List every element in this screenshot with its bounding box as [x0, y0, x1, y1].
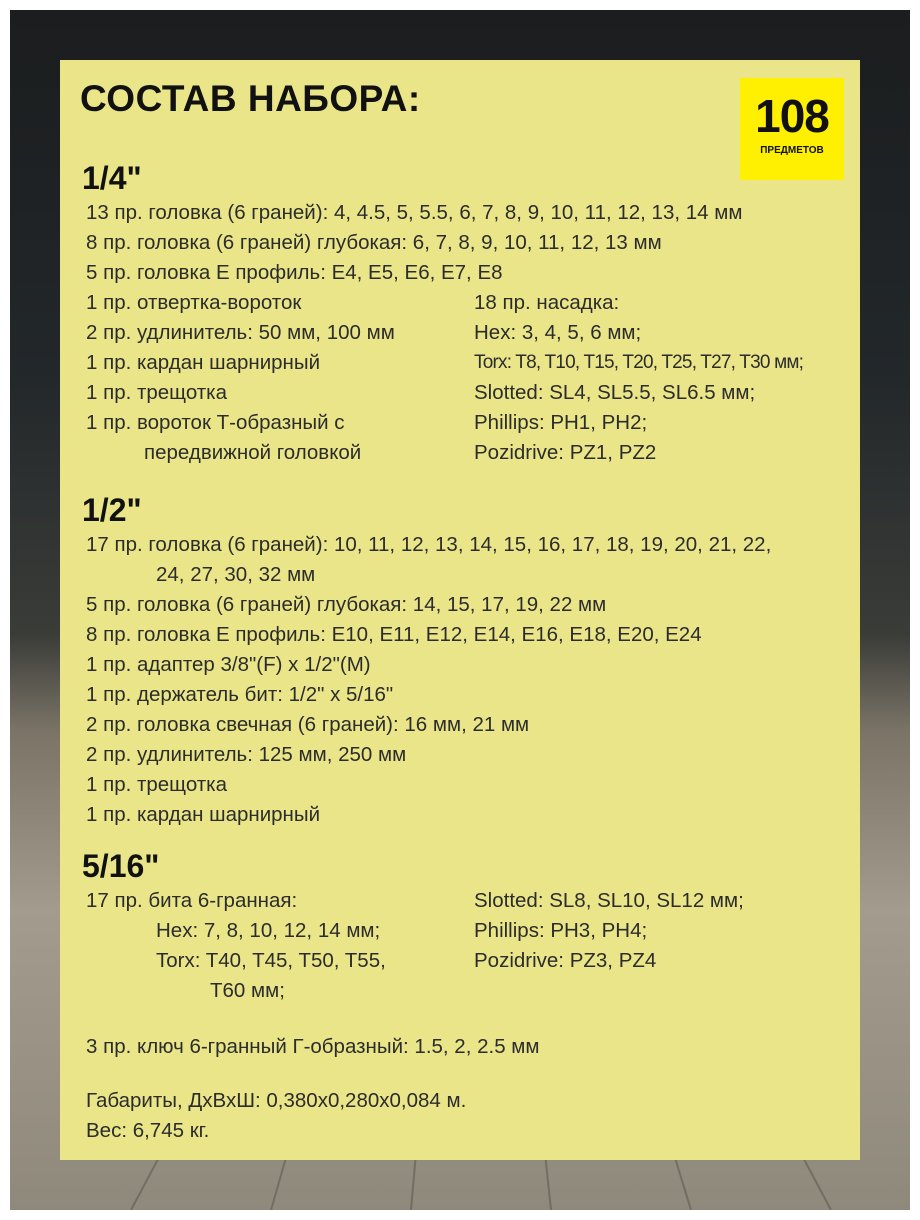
- spec-line: 2 пр. удлинитель: 125 мм, 250 мм: [86, 743, 407, 766]
- spec-line: 1 пр. кардан шарнирный: [86, 803, 321, 826]
- spec-line: 18 пр. насадка:: [474, 291, 620, 314]
- spec-line: 17 пр. головка (6 граней): 10, 11, 12, 13, 14, 15, 16, 17, 18, 19, 20, 21, 22,: [86, 533, 772, 556]
- spec-line: передвижной головкой: [144, 441, 362, 464]
- spec-line: 24, 27, 30, 32 мм: [156, 563, 316, 586]
- spec-line: 5 пр. головка E профиль: E4, E5, E6, E7, E8: [86, 261, 503, 284]
- page-title: СОСТАВ НАБОРА:: [80, 78, 421, 119]
- spec-line: 2 пр. головка свечная (6 граней): 16 мм, 21 мм: [86, 713, 530, 736]
- spec-line: Torx: T40, T45, T50, T55,: [156, 949, 386, 972]
- spec-line: 5 пр. головка (6 граней) глубокая: 14, 15, 17, 19, 22 мм: [86, 593, 607, 616]
- spec-line: 1 пр. трещотка: [86, 381, 227, 404]
- spec-line: Pozidrive: PZ3, PZ4: [474, 949, 657, 972]
- contents-card: [60, 60, 860, 1160]
- spec-line: 1 пр. адаптер 3/8"(F) х 1/2"(M): [86, 653, 371, 676]
- spec-line: Torx: T8, T10, T15, T20, T25, T27, T30 мм;: [474, 352, 804, 373]
- hex-keys-line: 3 пр. ключ 6-гранный Г-образный: 1.5, 2, 2.5 мм: [86, 1035, 540, 1058]
- spec-line: 8 пр. головка (6 граней) глубокая: 6, 7, 8, 9, 10, 11, 12, 13 мм: [86, 231, 662, 254]
- spec-line: Slotted: SL4, SL5.5, SL6.5 мм;: [474, 381, 756, 404]
- section-heading-5-16: 5/16": [82, 848, 160, 884]
- spec-line: Phillips: PH1, PH2;: [474, 411, 648, 434]
- spec-line: 17 пр. бита 6-гранная:: [86, 889, 298, 912]
- spec-line: 1 пр. трещотка: [86, 773, 227, 796]
- spec-line: T60 мм;: [210, 979, 285, 1002]
- spec-line: Pozidrive: PZ1, PZ2: [474, 441, 657, 464]
- item-count-badge: [740, 78, 844, 180]
- item-count-number: 108: [755, 90, 829, 142]
- spec-line: Hex: 3, 4, 5, 6 мм;: [474, 321, 642, 344]
- section-heading-1-2: 1/2": [82, 492, 142, 528]
- spec-line: Phillips: PH3, PH4;: [474, 919, 648, 942]
- section-heading-1-4: 1/4": [82, 160, 142, 196]
- spec-line: Slotted: SL8, SL10, SL12 мм;: [474, 889, 744, 912]
- spec-line: 1 пр. отвертка-вороток: [86, 291, 302, 314]
- spec-line: 1 пр. держатель бит: 1/2" х 5/16": [86, 683, 394, 706]
- spec-line: 8 пр. головка E профиль: E10, E11, E12, E14, E16, E18, E20, E24: [86, 623, 702, 646]
- spec-line: 1 пр. вороток Т-образный с: [86, 411, 345, 434]
- dimensions-line: Габариты, ДхВхШ: 0,380х0,280х0,084 м.: [86, 1089, 467, 1112]
- spec-line: 1 пр. кардан шарнирный: [86, 351, 321, 374]
- item-count-label: ПРЕДМЕТОВ: [760, 145, 824, 156]
- weight-line: Вес: 6,745 кг.: [86, 1119, 210, 1142]
- spec-line: Hex: 7, 8, 10, 12, 14 мм;: [156, 919, 381, 942]
- spec-line: 2 пр. удлинитель: 50 мм, 100 мм: [86, 321, 395, 344]
- spec-line: 13 пр. головка (6 граней): 4, 4.5, 5, 5.5, 6, 7, 8, 9, 10, 11, 12, 13, 14 мм: [86, 201, 743, 224]
